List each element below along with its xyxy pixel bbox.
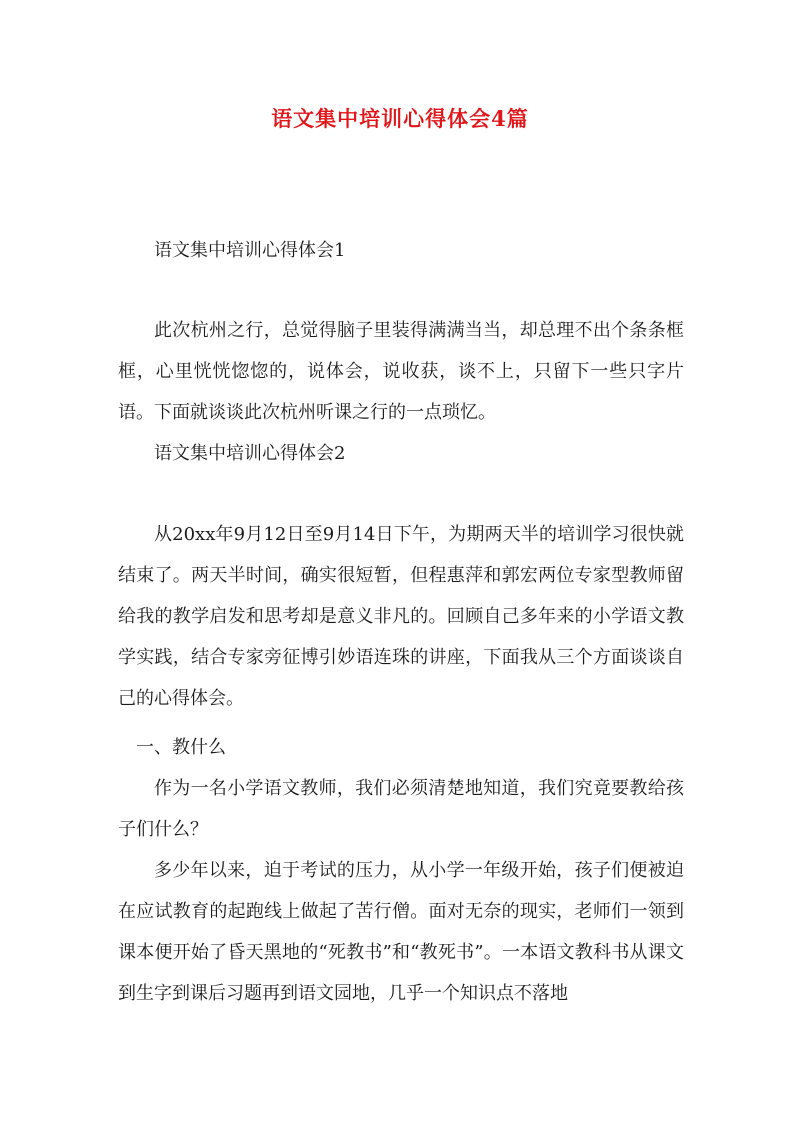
section-2-sub-paragraph-1: 作为一名小学语文教师，我们必须清楚地知道，我们究竟要教给孩子们什么？ bbox=[118, 778, 684, 840]
section-2-sub-paragraph-2: 多少年以来，迫于考试的压力，从小学一年级开始，孩子们便被迫在应试教育的起跑线上做起了苦行僧。面对无奈的现实，老师们一领到课本便开始了昏天黑地的“死教书”和“教死书”。一本语文教科书从课文到生字到课后习题再到语文园地，几乎一个知识点不落地 bbox=[118, 860, 684, 1004]
section-2-paragraph: 从20xx年9月12日至9月14日下午，为期两天半的培训学习很快就结束了。两天半时间，确实很短暂，但程惠萍和郭宏两位专家型教师留给我的教学启发和思考却是意义非凡的。回顾自己多年来的小学语文教学实践，结合专家旁征博引妙语连珠的讲座，下面我从三个方面谈谈自己的心得体会。 bbox=[118, 524, 684, 709]
section-heading-1: 语文集中培训心得体会1 bbox=[154, 240, 346, 261]
document-title: 语文集中培训心得体会4篇 bbox=[271, 106, 529, 131]
subheading-what-to-teach: 一、教什么 bbox=[136, 737, 226, 758]
section-heading-2: 语文集中培训心得体会2 bbox=[154, 443, 346, 464]
section-1-paragraph: 此次杭州之行，总觉得脑子里装得满满当当，却总理不出个条条框框，心里恍恍惚惚的，说体会，说收获，谈不上，只留下一些只字片语。下面就谈谈此次杭州听课之行的一点琐忆。 bbox=[118, 320, 684, 423]
